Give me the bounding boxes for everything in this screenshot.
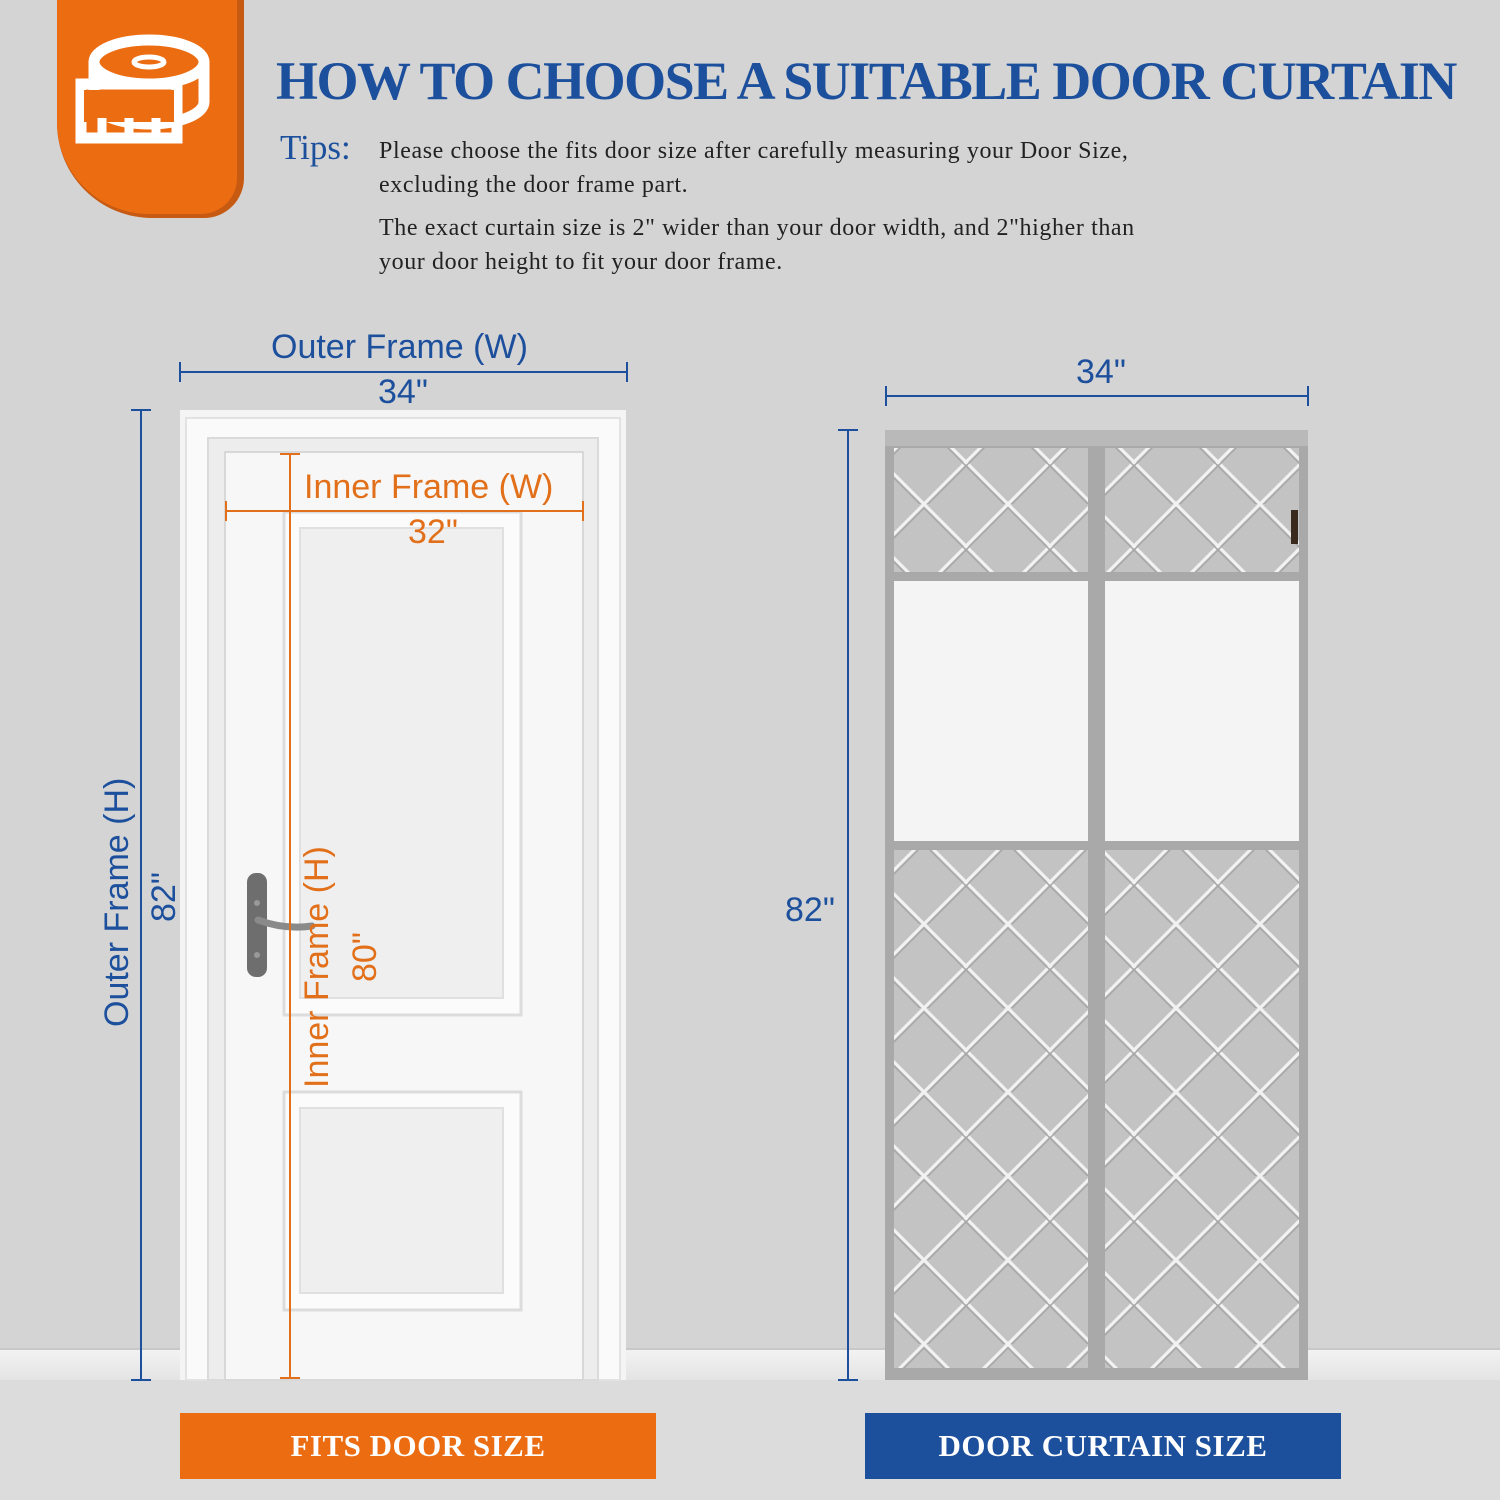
- outer-width-label: Outer Frame (W): [271, 328, 528, 366]
- curtain-width-value: 34": [1076, 353, 1126, 391]
- door-curtain: [885, 430, 1308, 1380]
- door-curtain-size-label: DOOR CURTAIN SIZE: [865, 1413, 1341, 1479]
- inner-width-value: 32": [408, 513, 458, 551]
- inner-height-label: Inner Frame (H): [298, 846, 336, 1088]
- tip-2-line-1: The exact curtain size is 2" wider than your door width, and 2"higher than: [379, 215, 1135, 241]
- curtain-height-value: 82": [785, 891, 835, 929]
- tip-1-line-2: excluding the door frame part.: [379, 172, 689, 198]
- outer-height-value: 82": [145, 872, 183, 922]
- inner-width-label: Inner Frame (W): [304, 468, 554, 506]
- tips-label: Tips:: [280, 128, 351, 167]
- outer-height-label: Outer Frame (H): [98, 777, 136, 1027]
- tip-1-line-1: Please choose the fits door size after carefully measuring your Door Size,: [379, 138, 1129, 164]
- outer-width-value: 34": [378, 373, 428, 411]
- tip-2-line-2: your door height to fit your door frame.: [379, 249, 783, 275]
- inner-height-value: 80": [346, 932, 384, 982]
- fits-door-size-label: FITS DOOR SIZE: [180, 1413, 656, 1479]
- page-title: HOW TO CHOOSE A SUITABLE DOOR CURTAIN: [276, 51, 1456, 111]
